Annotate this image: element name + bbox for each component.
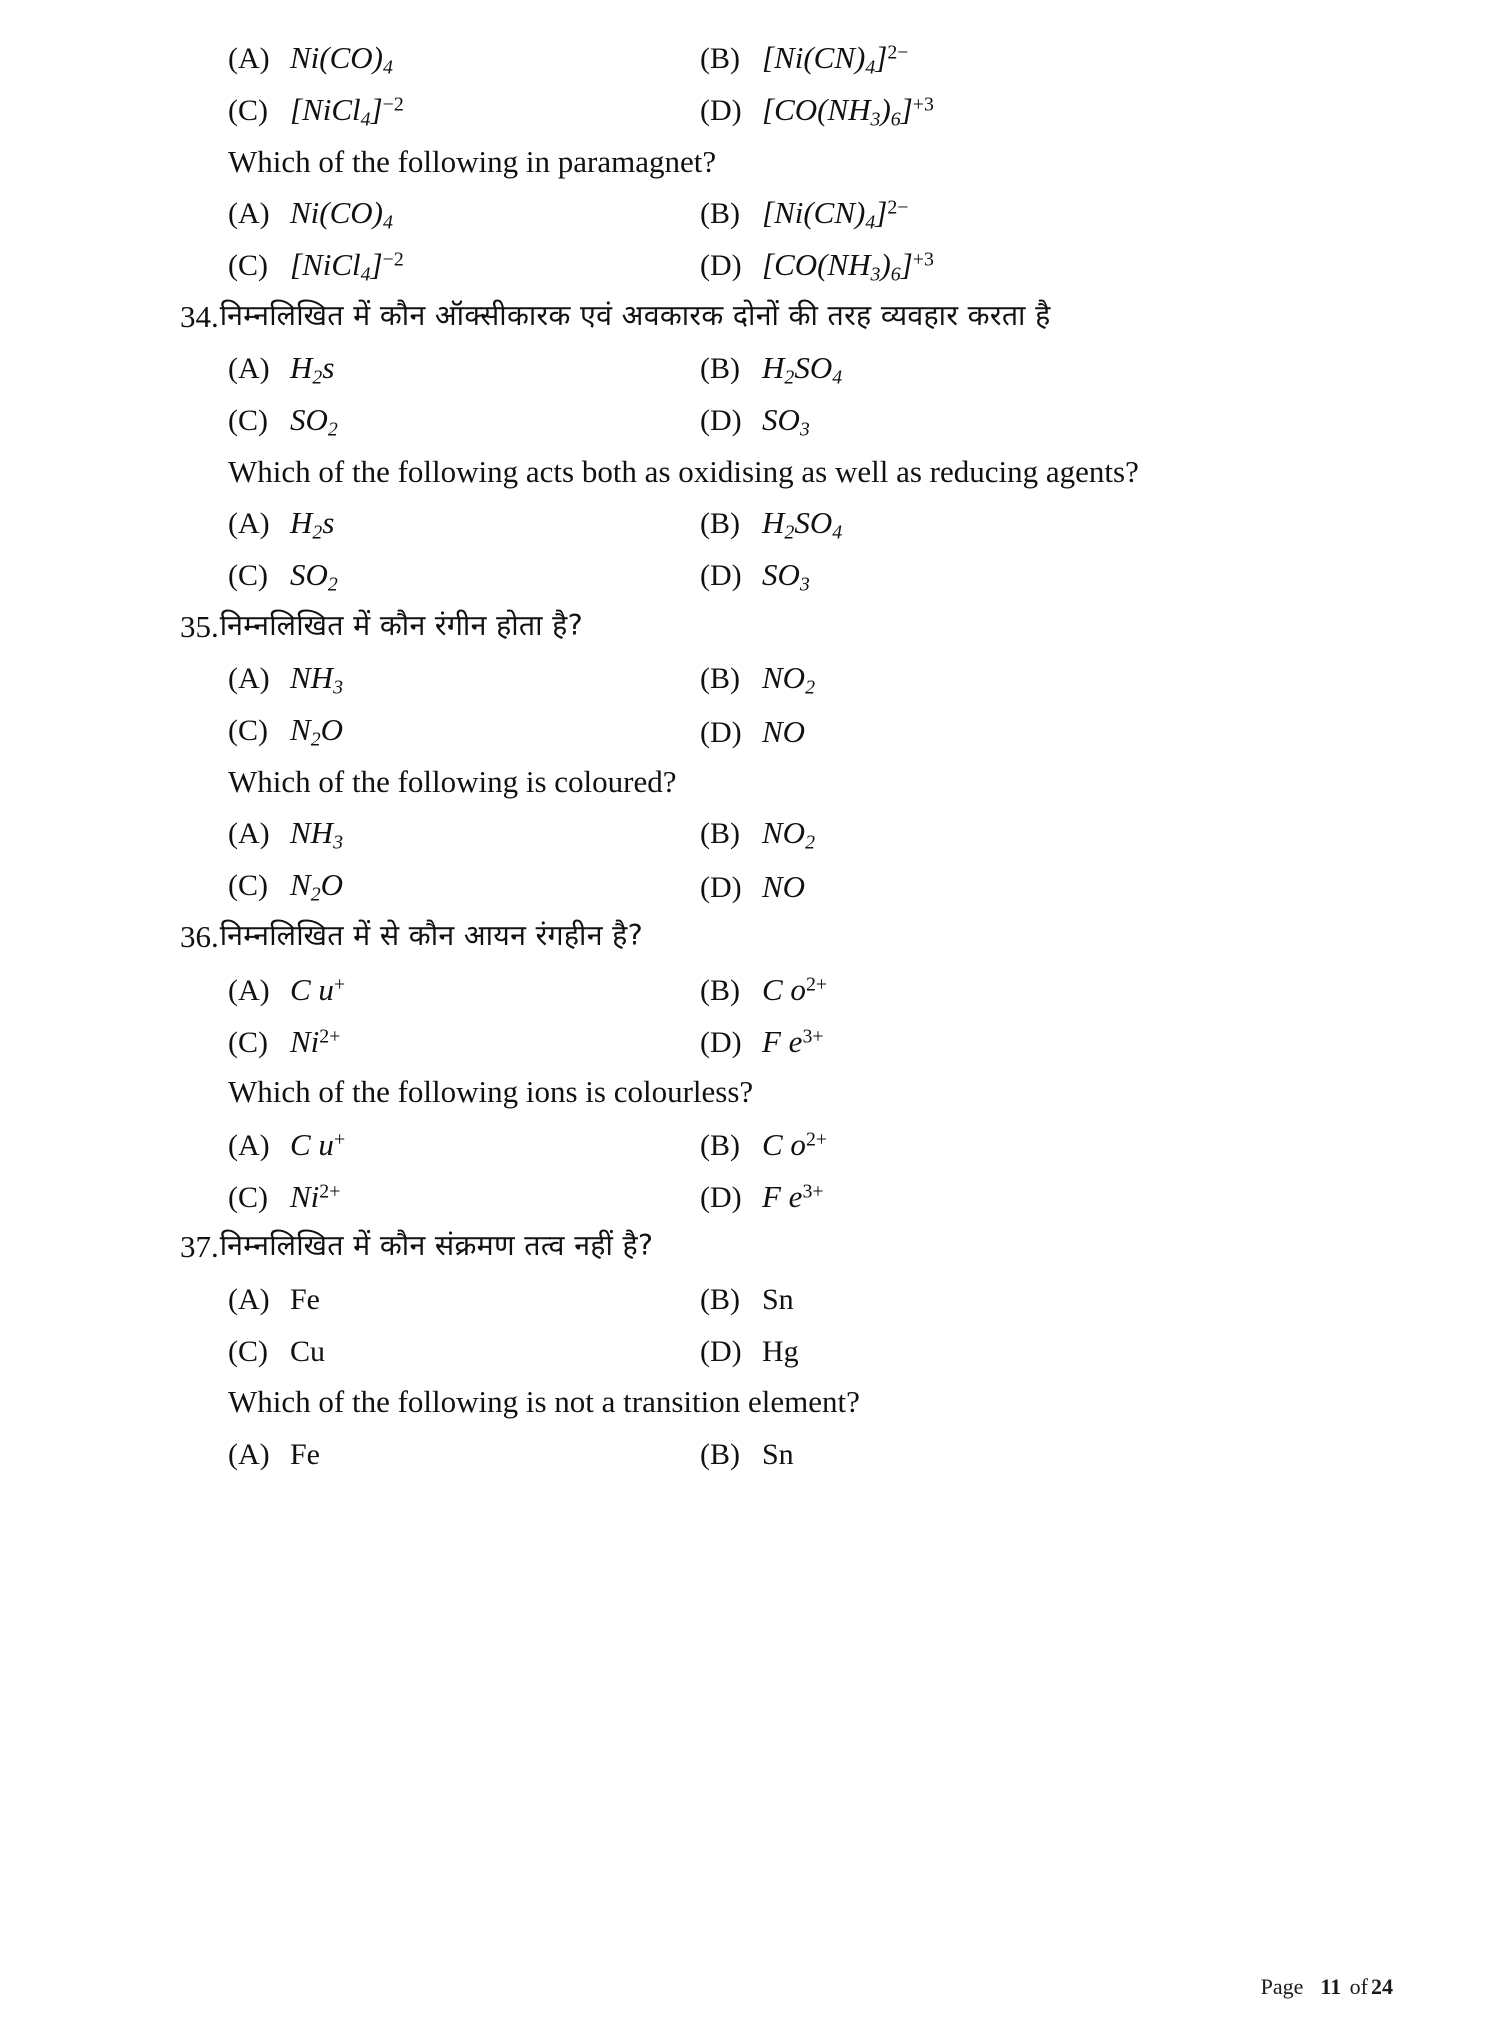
option-value: C $o^{2+}$: [762, 1127, 828, 1162]
option-b[interactable]: [700, 505, 842, 545]
option-label: (B): [700, 1283, 740, 1316]
option-label: (A): [228, 1283, 270, 1316]
question-text-english: Which of the following acts both as oxidising as well as reducing agents?: [228, 454, 1139, 489]
option-a[interactable]: [228, 505, 700, 545]
option-value: $H_2s$: [290, 350, 335, 389]
option-label: (C): [228, 94, 268, 128]
option-value: Hg: [762, 1335, 799, 1368]
option-row: [180, 344, 1393, 396]
option-label: (C): [228, 404, 268, 438]
question-text-english: Which of the following in paramagnet?: [228, 144, 717, 179]
spacer: [180, 801, 1393, 809]
option-label: (A): [228, 1438, 270, 1471]
option-label: (A): [228, 662, 270, 696]
option-a[interactable]: [228, 815, 700, 855]
option-value: Cu: [290, 1335, 326, 1368]
option-label: (A): [228, 1129, 270, 1162]
option-value: $SO_2$: [290, 402, 338, 441]
option-value: F $e^{3+}$: [762, 1179, 824, 1214]
option-value: $Ni^{2+}$: [290, 1179, 341, 1214]
option-label: (D): [700, 94, 742, 128]
option-row: [180, 1326, 1393, 1378]
option-value: $NH_3$: [290, 815, 343, 854]
spacer: [180, 336, 1393, 344]
option-value: $SO_3$: [762, 402, 810, 441]
footer-page-label: Page: [1260, 1974, 1304, 1999]
option-label: (D): [700, 404, 742, 438]
option-value: $H_2s$: [290, 505, 335, 544]
option-value: Sn: [762, 1283, 794, 1316]
option-value: Fe: [290, 1283, 320, 1316]
spacer: [180, 1481, 1393, 1489]
option-b[interactable]: [700, 972, 827, 1008]
option-b[interactable]: [700, 350, 842, 390]
option-a[interactable]: [228, 1438, 700, 1472]
question-q35: [180, 611, 1393, 642]
option-label: (D): [700, 1335, 742, 1368]
option-label: (C): [228, 1181, 268, 1214]
option-c[interactable]: [228, 402, 700, 442]
option-d[interactable]: [700, 1024, 824, 1060]
spacer: [180, 1266, 1393, 1274]
option-value: F $e^{3+}$: [762, 1024, 824, 1059]
option-label: (A): [228, 197, 270, 231]
spacer: [180, 491, 1393, 499]
option-value: $H_2SO_4$: [762, 505, 843, 544]
option-row: [180, 654, 1393, 706]
option-row: [180, 706, 1393, 758]
option-value: $Ni(CO)_4$: [290, 40, 393, 79]
option-b[interactable]: [700, 195, 908, 235]
question-q37: [180, 1231, 1393, 1262]
option-value: $NO_2$: [762, 660, 815, 699]
spacer: [180, 181, 1393, 189]
option-row: [180, 499, 1393, 551]
option-value: NO: [762, 714, 806, 749]
spacer: [180, 1421, 1393, 1429]
question-number: 34.: [180, 299, 219, 334]
option-label: (D): [700, 1026, 742, 1059]
option-value: $[CO(NH_3)_6]^{+3}$: [762, 92, 934, 131]
option-value: C $o^{2+}$: [762, 972, 828, 1007]
option-label: (C): [228, 1026, 268, 1059]
option-c[interactable]: [228, 867, 700, 907]
option-value: C u+: [290, 1127, 346, 1162]
option-c[interactable]: [228, 1024, 700, 1060]
option-label: (C): [228, 714, 268, 748]
option-row: [180, 551, 1393, 603]
question-content: [180, 34, 1393, 1489]
option-value: NO: [762, 869, 806, 904]
option-label: (D): [700, 871, 742, 904]
option-d[interactable]: [700, 247, 934, 287]
option-row: [180, 189, 1393, 241]
option-label: (C): [228, 1335, 268, 1368]
option-label: (B): [700, 1438, 740, 1471]
option-a[interactable]: [228, 1127, 700, 1163]
option-value: [NiCl$_4$]$^{-2}$: [290, 247, 404, 286]
question-q34: [180, 301, 1393, 332]
option-c[interactable]: [228, 92, 700, 132]
footer-of-label: of: [1349, 1974, 1368, 1999]
question-number: 37.: [180, 1229, 219, 1264]
option-value: $H_2SO_4$: [762, 350, 843, 389]
footer-page-number: 11: [1320, 1974, 1342, 1999]
option-value: Sn: [762, 1438, 794, 1471]
option-b[interactable]: [700, 1438, 794, 1472]
question-number: 36.: [180, 919, 219, 954]
option-label: (B): [700, 507, 740, 541]
option-row: [180, 1171, 1393, 1223]
question-text-english: Which of the following is coloured?: [228, 764, 677, 799]
option-b[interactable]: [700, 40, 908, 80]
option-label: (A): [228, 974, 270, 1007]
option-label: (A): [228, 352, 270, 386]
option-row: [180, 86, 1393, 138]
spacer: [180, 956, 1393, 964]
option-value: $[Ni(CN)_4]^{2-}$: [762, 195, 909, 234]
option-label: (B): [700, 352, 740, 386]
question-text-english: Which of the following ions is colourless?: [228, 1074, 754, 1109]
option-label: (B): [700, 974, 740, 1007]
option-value: $NH_3$: [290, 660, 343, 699]
spacer: [180, 646, 1393, 654]
option-row: [180, 809, 1393, 861]
option-value: $[Ni(CN)_4]^{2-}$: [762, 40, 909, 79]
question-text-hindi: निम्नलिखित में से कौन आयन रंगहीन है?: [219, 919, 644, 952]
option-value: $N_2O$: [290, 867, 343, 906]
question-number: 35.: [180, 609, 219, 644]
option-label: (B): [700, 42, 740, 76]
option-row: [180, 861, 1393, 913]
option-c[interactable]: [228, 247, 700, 287]
option-label: (D): [700, 1181, 742, 1214]
option-value: C u+: [290, 972, 346, 1007]
option-b[interactable]: [700, 1283, 794, 1317]
option-row: [180, 241, 1393, 293]
option-a[interactable]: [228, 40, 700, 80]
option-label: (A): [228, 42, 270, 76]
option-row: [180, 1274, 1393, 1326]
option-label: (C): [228, 869, 268, 903]
option-d[interactable]: [700, 1335, 799, 1369]
question-text-hindi: निम्नलिखित में कौन रंगीन होता है?: [219, 609, 584, 642]
option-value: $N_2O$: [290, 712, 343, 751]
option-c[interactable]: [228, 557, 700, 597]
option-value: $Ni^{2+}$: [290, 1024, 341, 1059]
option-value: $Ni(CO)_4$: [290, 195, 393, 234]
option-value: $NO_2$: [762, 815, 815, 854]
option-a[interactable]: [228, 972, 700, 1008]
footer-total-pages: 24: [1371, 1974, 1393, 1999]
option-label: (A): [228, 507, 270, 541]
option-value: Fe: [290, 1438, 320, 1471]
option-c[interactable]: [228, 712, 700, 752]
option-row: [180, 34, 1393, 86]
option-d[interactable]: [700, 402, 810, 442]
option-label: (B): [700, 817, 740, 851]
option-label: (D): [700, 716, 742, 749]
option-label: (A): [228, 817, 270, 851]
page-footer: [1261, 1974, 1393, 2000]
option-row: [180, 1429, 1393, 1481]
option-a[interactable]: [228, 660, 700, 700]
option-d[interactable]: [700, 869, 805, 905]
option-label: (B): [700, 1129, 740, 1162]
option-row: [180, 964, 1393, 1016]
question-text-hindi: निम्नलिखित में कौन ऑक्सीकारक एवं अवकारक दोनों की तरह व्यवहार करता है: [219, 299, 1051, 332]
option-label: (B): [700, 197, 740, 231]
option-value: $SO_3$: [762, 557, 810, 596]
option-b[interactable]: [700, 660, 815, 700]
option-value: $SO_2$: [290, 557, 338, 596]
option-d[interactable]: [700, 92, 934, 132]
option-value: $[CO(NH_3)_6]^{+3}$: [762, 247, 934, 286]
option-a[interactable]: [228, 350, 700, 390]
option-a[interactable]: [228, 195, 700, 235]
option-label: (D): [700, 249, 742, 283]
option-label: (C): [228, 249, 268, 283]
option-d[interactable]: [700, 1179, 824, 1215]
question-q36: [180, 921, 1393, 952]
option-value: [NiCl$_4$]$^{-2}$: [290, 92, 404, 131]
option-c[interactable]: [228, 1179, 700, 1215]
option-label: (C): [228, 559, 268, 593]
option-d[interactable]: [700, 557, 810, 597]
option-row: [180, 1016, 1393, 1068]
option-a[interactable]: [228, 1283, 700, 1317]
option-label: (D): [700, 559, 742, 593]
option-d[interactable]: [700, 714, 805, 750]
spacer: [180, 1111, 1393, 1119]
option-label: (B): [700, 662, 740, 696]
option-row: [180, 396, 1393, 448]
option-b[interactable]: [700, 1127, 827, 1163]
question-text-english: Which of the following is not a transition element?: [228, 1384, 860, 1419]
option-b[interactable]: [700, 815, 815, 855]
question-text-hindi: निम्नलिखित में कौन संक्रमण तत्व नहीं है?: [219, 1229, 654, 1262]
option-row: [180, 1119, 1393, 1171]
option-c[interactable]: [228, 1335, 700, 1369]
